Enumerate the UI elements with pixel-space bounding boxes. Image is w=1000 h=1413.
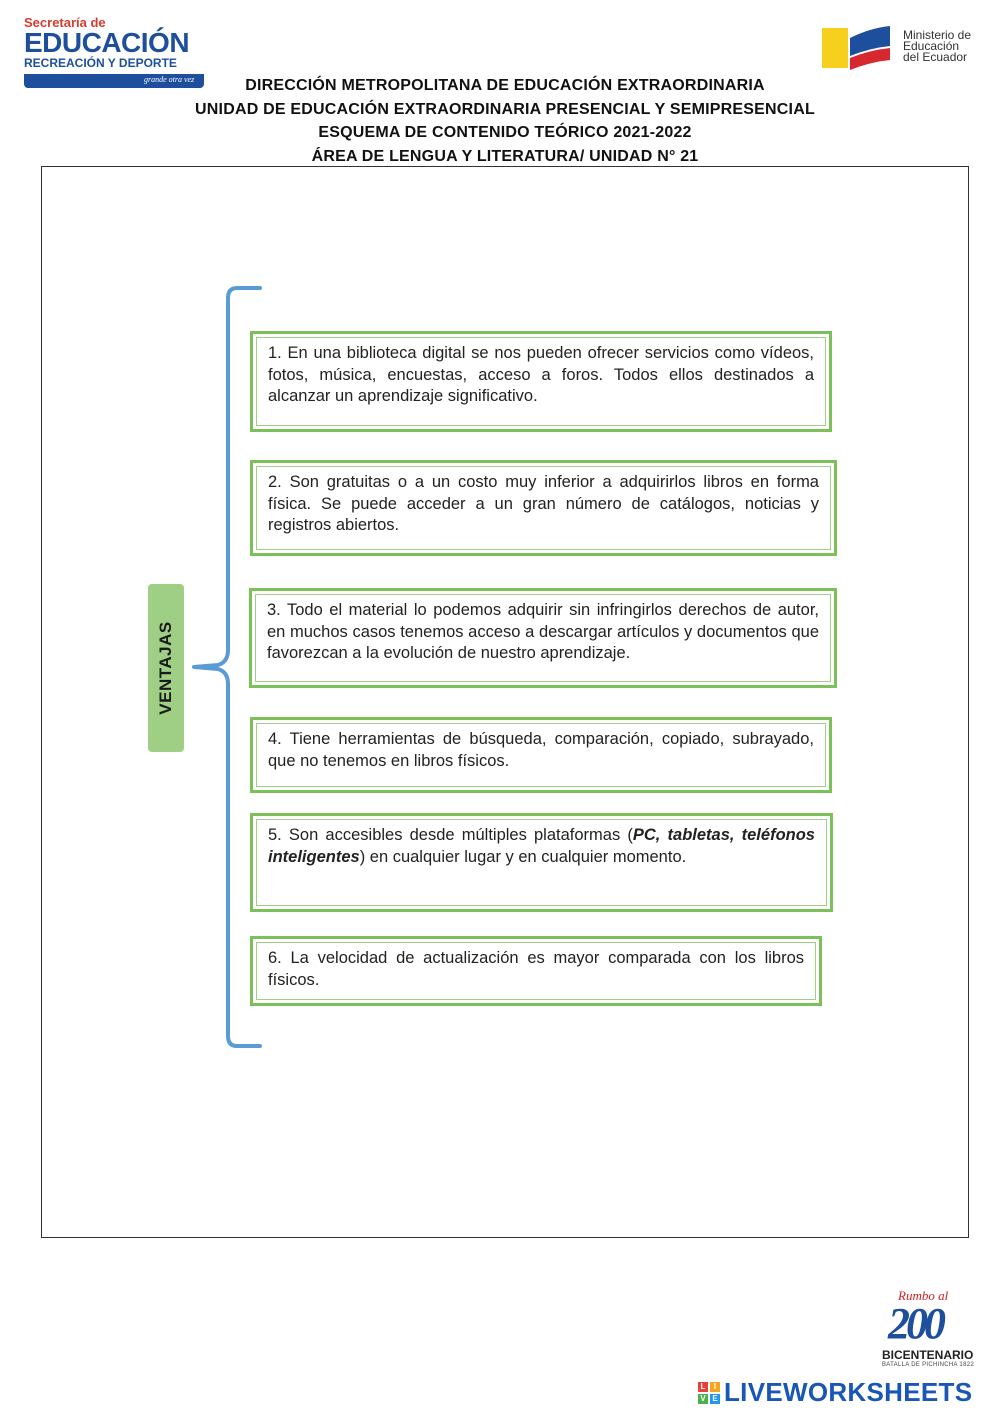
advantage-box-5	[250, 813, 833, 912]
live-letter-v: V	[698, 1394, 708, 1404]
document-header	[0, 74, 1000, 168]
logo-right-line2: Educación	[903, 39, 960, 53]
advantage-text-5b: ) en cualquier lugar y en cualquier momento.	[359, 847, 687, 866]
bicentenario-logo	[872, 1288, 988, 1370]
bicentenario-subtitle: BATALLA DE PICHINCHA 1822	[882, 1362, 974, 1368]
advantage-text-4: 4. Tiene herramientas de búsqueda, comparación, copiado, subrayado, que no tenemos en libros físicos.	[268, 730, 814, 770]
logo-left-line3: RECREACIÓN Y DEPORTE	[24, 56, 177, 70]
logo-left-tagline: grande otra vez	[144, 75, 195, 84]
live-letter-i: I	[710, 1382, 720, 1392]
header-line-3: ESQUEMA DE CONTENIDO TEÓRICO 2021-2022	[318, 124, 692, 141]
live-letter-e: E	[710, 1394, 720, 1404]
ministerio-educacion-logo	[820, 22, 985, 74]
header-line-4: ÁREA DE LENGUA Y LITERATURA/ UNIDAD N° 21	[311, 147, 699, 165]
advantage-box-1	[250, 331, 832, 432]
advantage-box-3	[249, 588, 837, 688]
ventajas-label: VENTAJAS	[156, 621, 175, 715]
advantage-box-4	[250, 717, 832, 793]
bicentenario-title: BICENTENARIO	[882, 1348, 974, 1362]
liveworksheets-wordmark: LIVEWORKSHEETS	[724, 1377, 973, 1407]
ministerio-text	[903, 30, 971, 63]
bicentenario-number: 200	[888, 1299, 942, 1348]
logo-left-line1: Secretaría de	[24, 15, 106, 30]
advantage-box-2	[250, 460, 837, 556]
header-line-2: UNIDAD DE EDUCACIÓN EXTRAORDINARIA PRESENCIAL Y SEMIPRESENCIAL	[195, 100, 815, 118]
advantage-text-1: 1. En una biblioteca digital se nos pueden ofrecer servicios como vídeos, fotos, música, encuestas, acceso a foros. Todos ellos destinados a alcanzar un aprendizaje significativo.	[268, 344, 814, 405]
logo-right-line1: Ministerio de	[903, 28, 972, 42]
ventajas-label-box	[148, 584, 184, 752]
advantage-text-2: 2. Son gratuitas o a un costo muy inferior a adquirirlos libros en forma física. Se puede acceder a un gran número de catálogos, noticias y registros abiertos.	[268, 473, 819, 534]
liveworksheets-logo[interactable]	[698, 1378, 994, 1408]
advantage-box-6	[250, 936, 822, 1006]
advantage-text-6: 6. La velocidad de actualización es mayor comparada con los libros físicos.	[268, 949, 804, 989]
logo-right-line3: del Ecuador	[903, 50, 968, 64]
secretaria-educacion-logo	[24, 15, 206, 84]
header-line-1: DIRECCIÓN METROPOLITANA DE EDUCACIÓN EXTRAORDINARIA	[245, 77, 765, 94]
bicentenario-rumbo: Rumbo al	[898, 1288, 949, 1303]
advantage-text-5-emphasis: PC, tabletas, teléfonos inteligentes	[268, 826, 815, 866]
ecuador-flag-icon	[820, 24, 892, 72]
live-letter-l: L	[698, 1382, 708, 1392]
logo-left-line2: EDUCACIÓN	[24, 27, 190, 58]
advantage-text-5a: 5. Son accesibles desde múltiples plataformas (	[268, 826, 633, 844]
advantage-text-3: 3. Todo el material lo podemos adquirir sin infringirlos derechos de autor, en muchos casos tenemos acceso a descargar artículos y documentos que favorezcan a la evolución de nuestro aprendizaje.	[267, 601, 819, 662]
